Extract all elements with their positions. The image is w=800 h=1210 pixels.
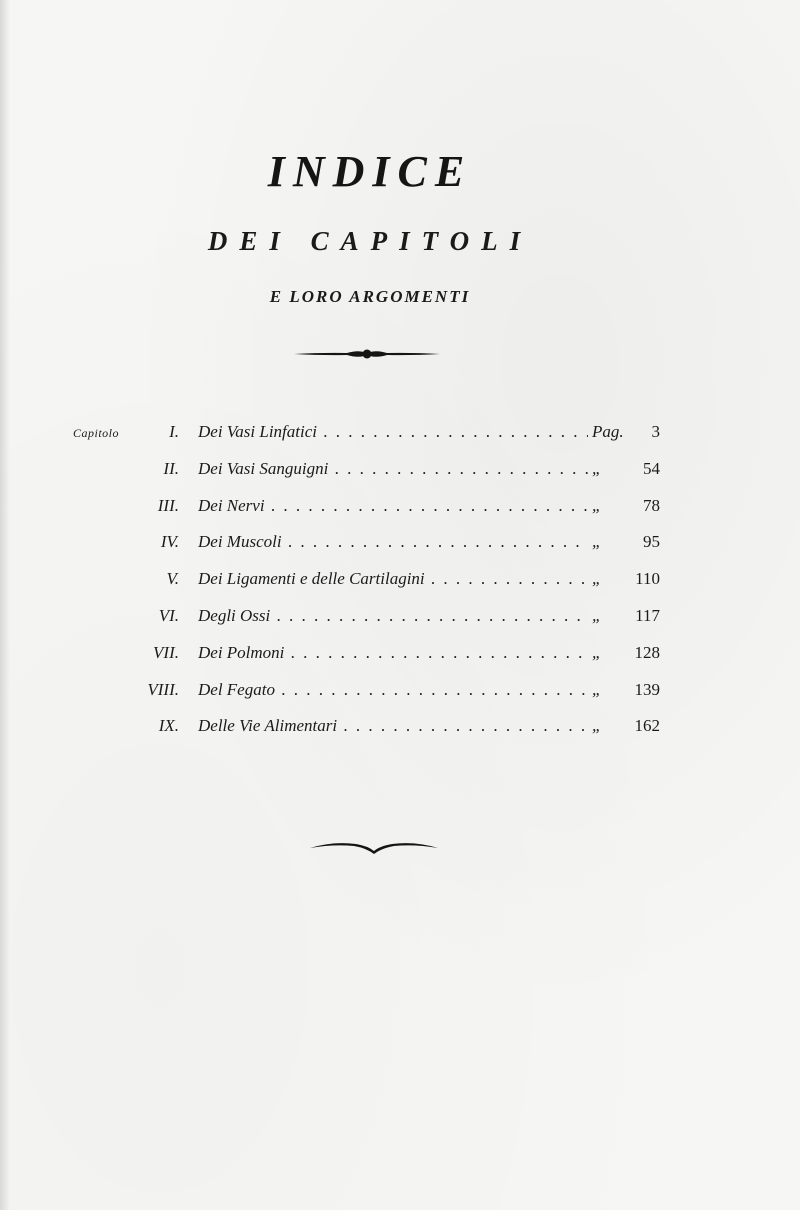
toc-row bbox=[0, 606, 800, 643]
page-number: 3 bbox=[651, 422, 660, 441]
page-number: 162 bbox=[634, 716, 660, 736]
chapter-numeral: VI. bbox=[158, 605, 179, 625]
page-number: 54 bbox=[643, 458, 660, 478]
page-mark: „ bbox=[592, 679, 602, 699]
chapter-numeral: I. bbox=[169, 422, 179, 441]
swash-ornament-icon bbox=[308, 837, 440, 857]
page-number: 95 bbox=[643, 532, 660, 552]
chapter-numeral: III. bbox=[157, 495, 179, 515]
page-mark: Pag. bbox=[592, 422, 624, 441]
toc-row bbox=[0, 422, 800, 459]
chapter-title: Dei Ligamenti e delle Cartilagini . . . bbox=[198, 569, 588, 589]
page-number: 78 bbox=[643, 495, 660, 515]
page-mark: „ bbox=[592, 605, 602, 625]
chapter-numeral: V. bbox=[166, 569, 179, 589]
page-mark: „ bbox=[592, 642, 602, 662]
chapter-numeral: VII. bbox=[153, 642, 179, 662]
page-subsubtitle: E LORO ARGOMENTI bbox=[269, 287, 471, 306]
toc-row bbox=[0, 532, 800, 569]
page-number: 128 bbox=[634, 642, 660, 662]
chapter-title: Dei Muscoli . . . bbox=[198, 532, 588, 552]
chapter-title: Degli Ossi . . . bbox=[198, 606, 588, 626]
toc-label-capitolo: Capitolo bbox=[73, 426, 120, 440]
chapter-title: Dei Vasi Linfatici . . . bbox=[198, 422, 588, 442]
chapter-numeral: IV. bbox=[160, 532, 179, 552]
chapter-title: Delle Vie Alimentari . . . bbox=[198, 716, 588, 736]
page-mark: „ bbox=[592, 716, 602, 736]
chapter-title: Dei Polmoni . . . bbox=[198, 643, 588, 663]
page-subtitle: DEI CAPITOLI bbox=[207, 226, 533, 256]
toc-row bbox=[0, 716, 800, 753]
toc-row bbox=[0, 643, 800, 680]
page-mark: „ bbox=[592, 569, 602, 589]
toc-row bbox=[0, 680, 800, 717]
page-mark: „ bbox=[592, 495, 602, 515]
rule-ornament-icon bbox=[292, 344, 442, 364]
page-title: INDICE bbox=[267, 147, 473, 196]
page-number: 110 bbox=[635, 569, 660, 589]
chapter-numeral: II. bbox=[163, 458, 179, 478]
chapter-numeral: IX. bbox=[158, 716, 179, 736]
toc-row bbox=[0, 496, 800, 533]
toc-row bbox=[0, 459, 800, 496]
page-number: 117 bbox=[635, 605, 660, 625]
page-number: 139 bbox=[634, 679, 660, 699]
toc-row bbox=[0, 569, 800, 606]
chapter-title: Dei Nervi . . . bbox=[198, 496, 588, 516]
table-of-contents bbox=[0, 422, 800, 753]
chapter-title: Del Fegato . . . bbox=[198, 680, 588, 700]
page-mark: „ bbox=[592, 458, 602, 478]
chapter-title: Dei Vasi Sanguigni . . . bbox=[198, 459, 588, 479]
chapter-numeral: VIII. bbox=[147, 679, 179, 699]
page-mark: „ bbox=[592, 532, 602, 552]
